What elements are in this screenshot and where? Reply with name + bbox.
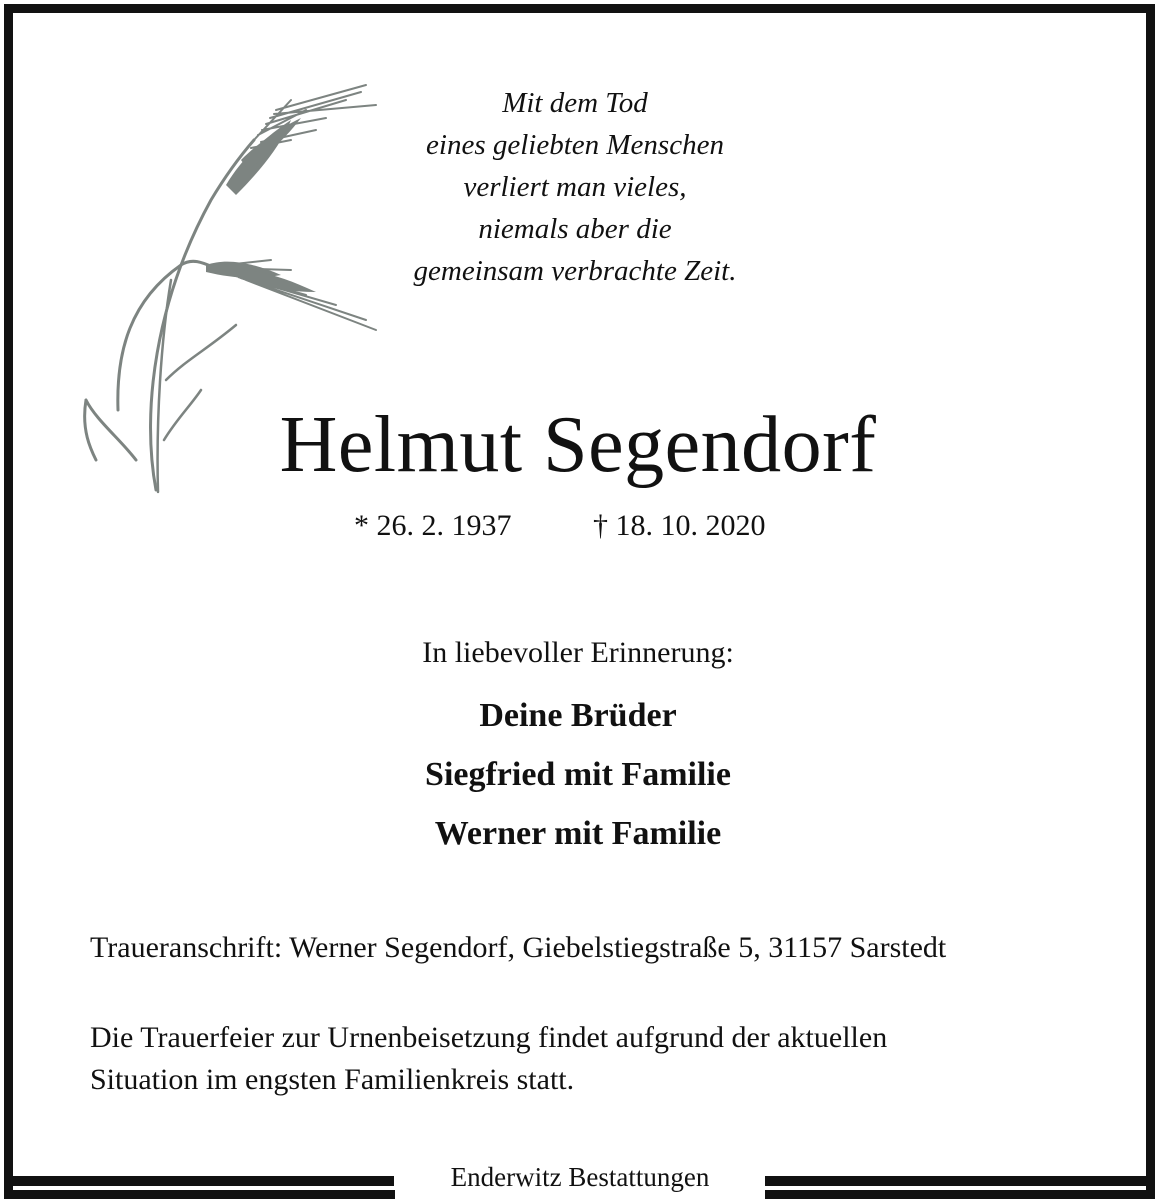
mourning-address: Traueranschrift: Werner Segendorf, Giebelstiegstraße 5, 31157 Sarstedt bbox=[90, 931, 947, 964]
poem-line: niemals aber die bbox=[478, 213, 672, 245]
notice-line: Die Trauerfeier zur Urnenbeisetzung findet aufgrund der aktuellen bbox=[90, 1021, 888, 1054]
poem-line: gemeinsam verbrachte Zeit. bbox=[413, 255, 737, 287]
footer-rule-left bbox=[4, 1176, 394, 1186]
birth-date: * 26. 2. 1937 bbox=[354, 509, 512, 542]
notice-line: Situation im engsten Familienkreis statt. bbox=[90, 1063, 575, 1096]
deceased-name: Helmut Segendorf bbox=[279, 401, 877, 489]
poem-line: eines geliebten Menschen bbox=[426, 129, 724, 161]
mourner-line: Deine Brüder bbox=[479, 697, 677, 734]
life-dates bbox=[0, 506, 1156, 546]
poem-line: Mit dem Tod bbox=[502, 87, 648, 119]
funeral-notice bbox=[90, 1017, 887, 1101]
memorial-poem bbox=[360, 82, 790, 292]
remembrance-intro: In liebevoller Erinnerung: bbox=[422, 636, 734, 669]
mourner-line: Werner mit Familie bbox=[434, 815, 722, 852]
footer-rule-right bbox=[762, 1176, 1146, 1186]
poem-line: verliert man vieles, bbox=[463, 171, 687, 203]
mourner-line: Siegfried mit Familie bbox=[425, 756, 731, 793]
death-date: † 18. 10. 2020 bbox=[593, 509, 766, 542]
funeral-home-name: Enderwitz Bestattungen bbox=[395, 1158, 765, 1200]
mourners-list bbox=[0, 686, 1156, 863]
